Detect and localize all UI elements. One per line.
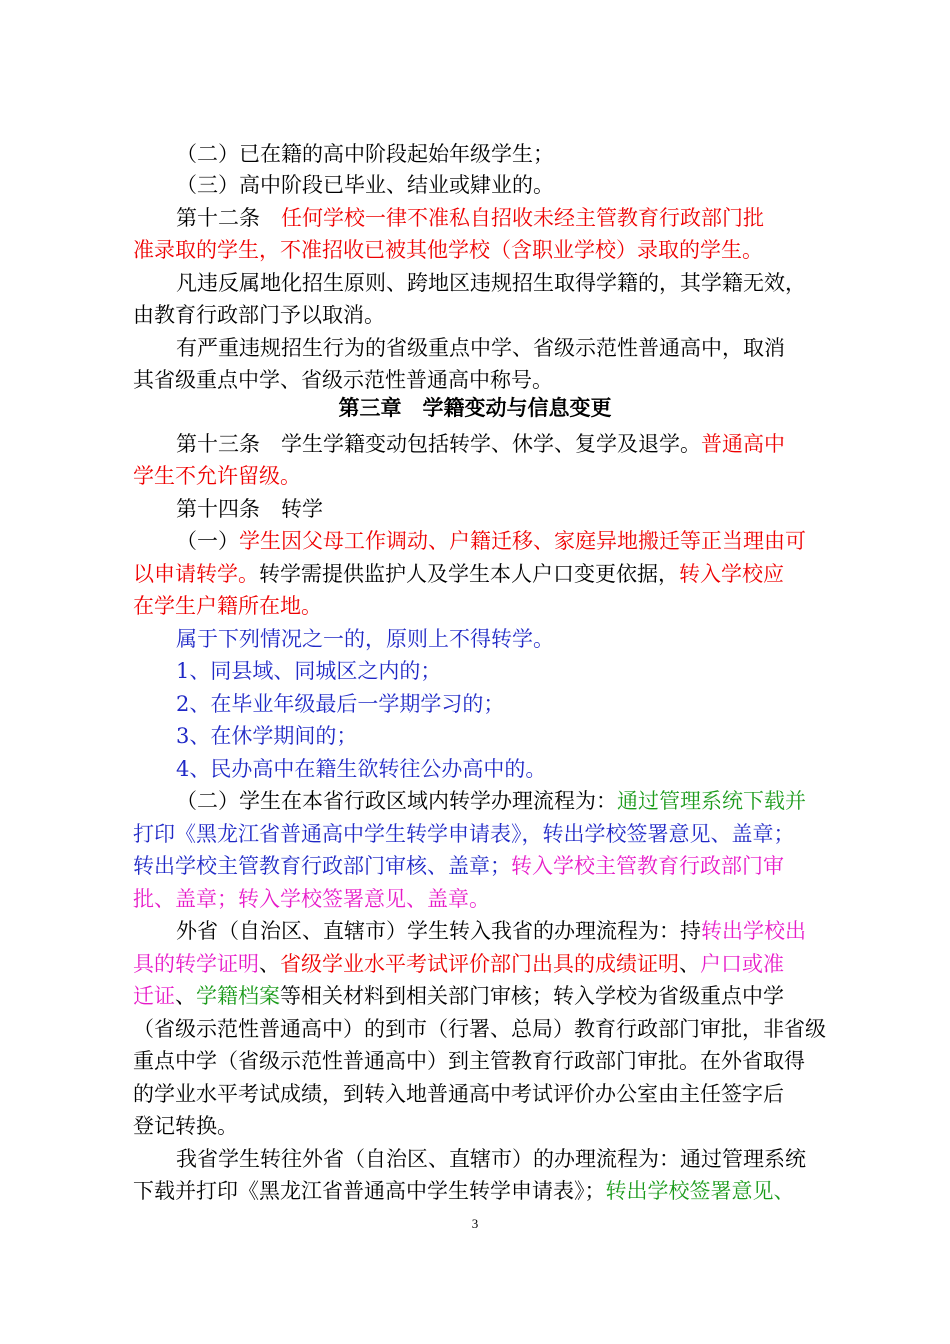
chapter-heading: 第三章 学籍变动与信息变更 [338,396,612,420]
page-number: 3 [471,1216,479,1231]
restriction-intro: 属于下列情况之一的，原则上不得转学。 [176,627,554,651]
outbound-transfer-line: 我省学生转往外省（自治区、直辖市）的办理流程为：通过管理系统 [176,1147,806,1171]
outbound-transfer-line: 下载并打印《黑龙江省普通高中学生转学申请表》；转出学校签署意见、 [133,1179,795,1203]
article-12-line: 第十二条 任何学校一律不准私自招收未经主管教育行政部门批 [176,206,764,230]
transfer-item-2-line: 批、盖章；转入学校签署意见、盖章。 [133,887,490,911]
paragraph-line: 有严重违规招生行为的省级重点中学、省级示范性普通高中，取消 [176,336,785,360]
paragraph-line: 凡违反属地化招生原则、跨地区违规招生取得学籍的，其学籍无效， [176,271,806,295]
restriction-item: 4、民办高中在籍生欲转往公办高中的。 [176,757,547,781]
inbound-transfer-line: 的学业水平考试成绩，到转入地普通高中考试评价办公室由主任签字后 [133,1082,784,1106]
inbound-transfer-line: （省级示范性普通高中）的到市（行署、总局）教育行政部门审批，非省级 [133,1017,826,1041]
inbound-transfer-line: 迁证、学籍档案等相关材料到相关部门审核；转入学校为省级重点中学 [133,984,784,1008]
inbound-transfer-line: 重点中学（省级示范性普通高中）到主管教育行政部门审批。在外省取得 [133,1049,805,1073]
inbound-transfer-line: 具的转学证明、省级学业水平考试评价部门出具的成绩证明、户口或准 [133,952,784,976]
transfer-item-1-line: 在学生户籍所在地。 [133,594,322,618]
article-13-line: 第十三条 学生学籍变动包括转学、休学、复学及退学。普通高中 [176,432,785,456]
paragraph-line: 由教育行政部门予以取消。 [133,303,385,327]
transfer-item-1-line: 以申请转学。转学需提供监护人及学生本人户口变更依据，转入学校应 [133,562,784,586]
paragraph-line: 其省级重点中学、省级示范性普通高中称号。 [133,368,553,392]
restriction-item: 1、同县域、同城区之内的； [176,659,442,683]
restriction-item: 2、在毕业年级最后一学期学习的； [176,692,505,716]
paragraph-line: （二）已在籍的高中阶段起始年级学生； [176,142,554,166]
paragraph-line: （三）高中阶段已毕业、结业或肄业的。 [176,173,554,197]
inbound-transfer-line: 外省（自治区、直辖市）学生转入我省的办理流程为：持转出学校出 [176,919,806,943]
transfer-item-1-line: （一）学生因父母工作调动、户籍迁移、家庭异地搬迁等正当理由可 [176,529,806,553]
transfer-item-2-line: （二）学生在本省行政区域内转学办理流程为：通过管理系统下载并 [176,789,806,813]
article-13-line: 学生不允许留级。 [133,464,301,488]
article-12-line: 准录取的学生，不准招收已被其他学校（含职业学校）录取的学生。 [133,238,763,262]
inbound-transfer-line: 登记转换。 [133,1114,238,1138]
transfer-item-2-line: 打印《黑龙江省普通高中学生转学申请表》，转出学校签署意见、盖章； [133,822,795,846]
restriction-item: 3、在休学期间的； [176,724,358,748]
article-14-title: 第十四条 转学 [176,497,323,521]
transfer-item-2-line: 转出学校主管教育行政部门审核、盖章；转入学校主管教育行政部门审 [133,854,784,878]
